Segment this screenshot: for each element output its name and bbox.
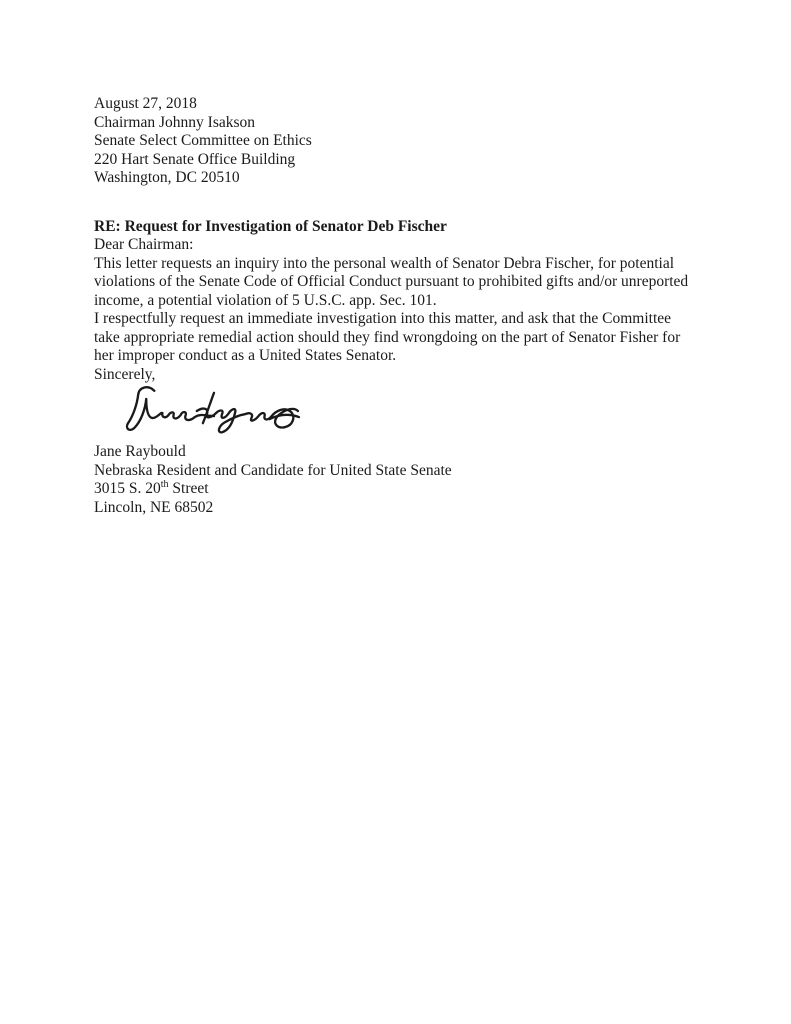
- signer-block: [94, 443, 694, 517]
- letter-content: [94, 95, 694, 517]
- signer-street-ordinal: th: [160, 478, 169, 490]
- recipient-committee: Senate Select Committee on Ethics: [94, 132, 312, 149]
- body-paragraph-1: This letter requests an inquiry into the personal wealth of Senator Debra Fischer, for potential violations of the Senate Code of Official Conduct pursuant to prohibited gifts and/or unreported income, a potential violation of 5 U.S.C. app. Sec. 101.: [94, 254, 689, 309]
- subject-line: RE: Request for Investigation of Senator Deb Fischer: [94, 217, 447, 235]
- body-paragraph-2: I respectfully request an immediate investigation into this matter, and ask that the Committee take appropriate remedial action should they find wrongdoing on the part of Senator Fisher for her improper conduct as a United States Senator.: [94, 310, 681, 364]
- closing-salutation: Sincerely,: [94, 365, 156, 383]
- recipient-city: Washington, DC 20510: [94, 169, 240, 186]
- signer-street: [94, 480, 694, 499]
- signer-street-rest: Street: [168, 480, 209, 497]
- signer-name: Jane Raybould: [94, 443, 186, 460]
- handwritten-signature-image: [124, 384, 304, 436]
- recipient-street: 220 Hart Senate Office Building: [94, 150, 296, 168]
- salutation: Dear Chairman:: [94, 236, 194, 253]
- recipient-name: Chairman Johnny Isakson: [94, 113, 256, 131]
- letter-date: August 27, 2018: [94, 95, 197, 112]
- signer-title: Nebraska Resident and Candidate for United State Senate: [94, 461, 452, 479]
- signature-svg: [124, 384, 304, 436]
- signer-city: Lincoln, NE 68502: [94, 498, 214, 516]
- signer-street-base: 3015 S. 20: [94, 480, 161, 497]
- recipient-address-block: [94, 114, 694, 188]
